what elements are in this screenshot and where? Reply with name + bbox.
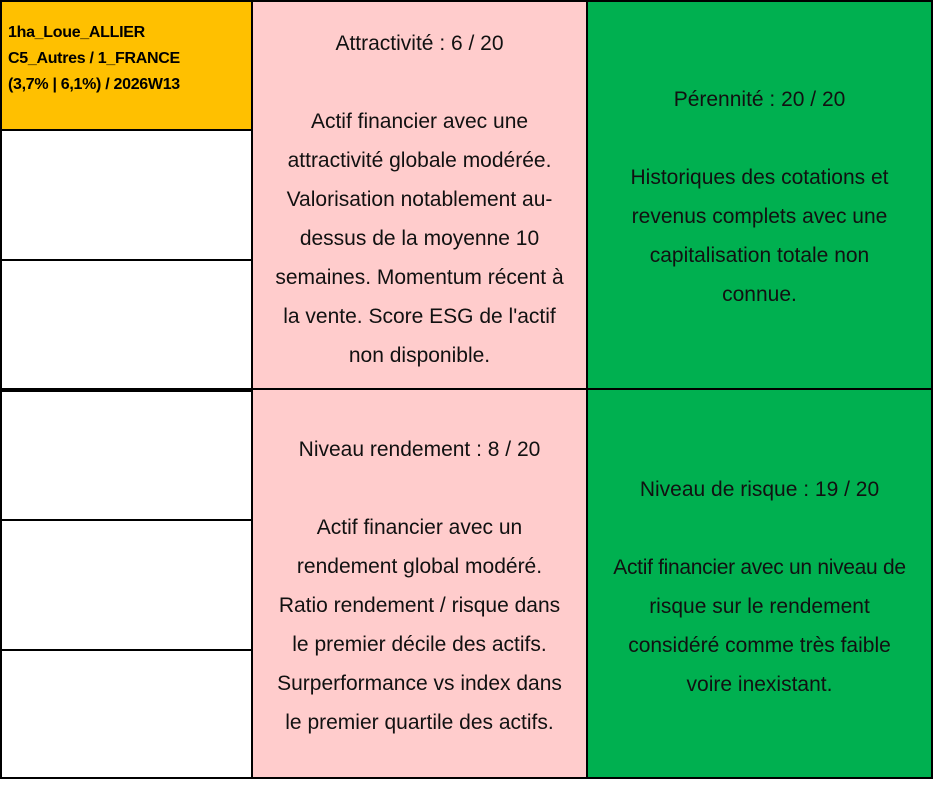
rendement-heading: Niveau rendement : 8 / 20 [298,438,541,461]
perennite-cell [586,0,933,390]
attractivite-cell [251,0,588,390]
rendement-line: Ratio rendement / risque dans [278,594,561,617]
rendement-cell [251,388,588,779]
risque-heading: Niveau de risque : 19 / 20 [639,478,880,501]
risque-cell [586,388,933,779]
rendement-line: le premier quartile des actifs. [285,711,554,734]
asset-category: C5_Autres / 1_FRANCE [8,50,180,67]
attractivite-heading: Attractivité : 6 / 20 [335,32,504,55]
perennite-line: capitalisation totale non [649,244,870,267]
risque-line: voire inexistant. [686,673,833,696]
rendement-line: Surperformance vs index dans [277,672,562,695]
attractivite-line: Valorisation notablement au- [286,188,553,211]
risque-line: risque sur le rendement [649,595,870,618]
attractivite-line: attractivité globale modérée. [287,149,552,172]
attractivite-line: non disponible. [348,344,491,367]
empty-cell [0,649,253,779]
perennite-heading: Pérennité : 20 / 20 [673,88,846,111]
asset-name: 1ha_Loue_ALLIER [8,24,145,41]
empty-cell [0,390,253,521]
asset-title-cell [0,0,253,131]
asset-stats: (3,7% | 6,1%) / 2026W13 [8,76,180,93]
risque-line: considéré comme très faible [628,634,891,657]
empty-cell [0,519,253,651]
perennite-line: connue. [722,283,797,306]
perennite-line: revenus complets avec une [631,205,888,228]
empty-cell [0,259,253,390]
perennite-line: Historiques des cotations et [630,166,889,189]
rendement-line: Actif financier avec un [316,516,523,539]
attractivite-line: Actif financier avec une [310,110,529,133]
attractivite-line: la vente. Score ESG de l'actif [283,305,556,328]
rendement-line: le premier décile des actifs. [292,633,547,656]
empty-cell [0,129,253,261]
attractivite-line: semaines. Momentum récent à [275,266,564,289]
rendement-line: rendement global modéré. [296,555,543,578]
attractivite-line: dessus de la moyenne 10 [299,227,540,250]
risque-line: Actif financier avec un niveau de [613,556,906,579]
